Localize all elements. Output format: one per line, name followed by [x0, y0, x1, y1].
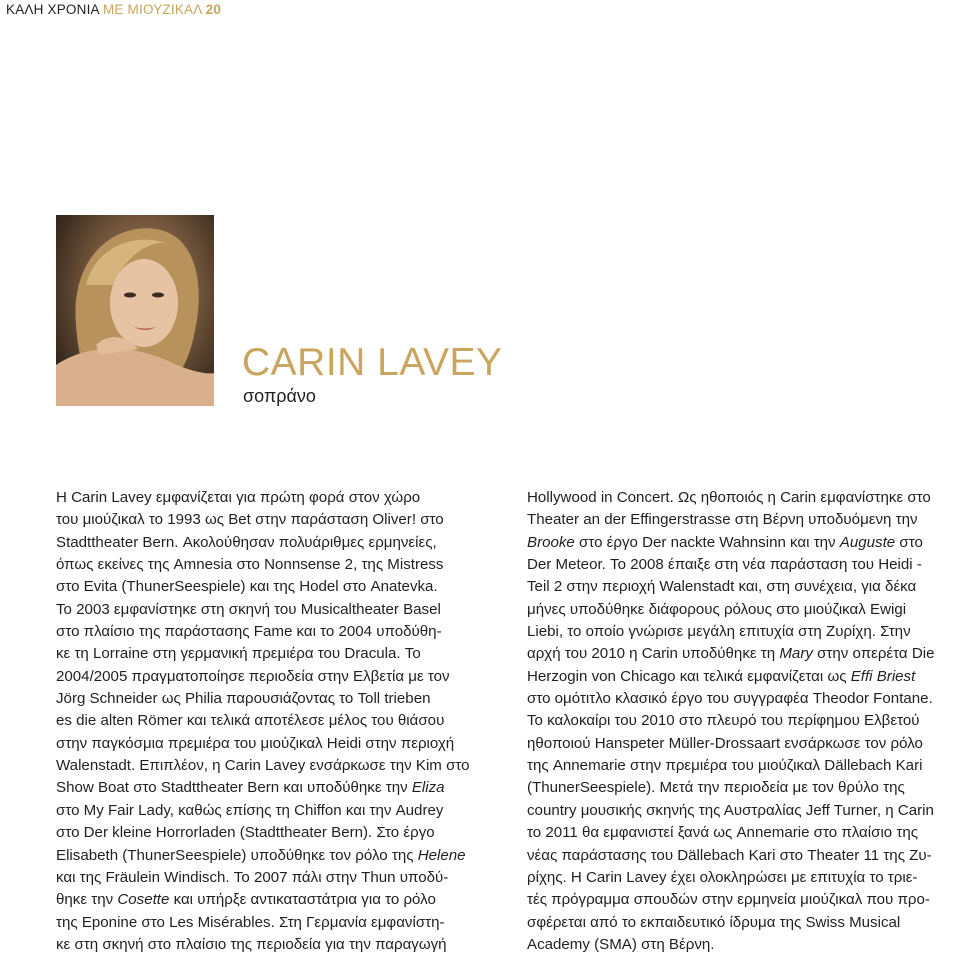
text-line	[56, 666, 486, 688]
artist-role: σοπράνο	[243, 386, 316, 406]
text-line	[527, 867, 957, 889]
text-line	[527, 845, 957, 867]
body-column-left	[56, 487, 486, 956]
text-line	[527, 532, 957, 554]
text-run: ηθοποιού Hanspeter Müller-Drossaart ενσάρκωσε τον ρόλο	[527, 734, 923, 752]
text-run: τές πρόγραμμα σπουδών στην ερμηνεία μιούζικαλ που προ-	[527, 891, 930, 909]
text-run: Jörg Schneider ως Philia παρουσιάζοντας το Toll trieben	[56, 690, 431, 708]
text-run: Το καλοκαίρι του 2010 στο πλευρό του περίφημου Ελβετού	[527, 712, 920, 730]
text-run: Walenstadt. Επιπλέον, η Carin Lavey ενσάρκωσε την Kim στο	[56, 757, 470, 775]
text-line	[56, 487, 486, 509]
text-line	[56, 867, 486, 889]
text-line	[56, 755, 486, 777]
body-column-right	[527, 487, 957, 956]
text-line	[56, 800, 486, 822]
text-run: Η Carin Lavey εμφανίζεται για πρώτη φορά στον χώρο	[56, 489, 421, 506]
text-line	[527, 733, 957, 755]
text-line	[56, 509, 486, 531]
italic-role-name: Effi Briest	[850, 667, 916, 685]
artist-name: CARIN LAVEY	[242, 341, 503, 384]
text-run: της Annemarie στην πρεμιέρα του μιούζικαλ Dällebach Kari	[527, 757, 923, 775]
text-line	[56, 599, 486, 621]
text-line	[527, 755, 957, 777]
text-line	[56, 554, 486, 576]
text-line	[527, 487, 957, 509]
text-run: Show Boat στο Stadttheater Bern και υποδύθηκε την	[56, 779, 412, 797]
text-run: αρχή του 2010 η Carin υποδύθηκε τη	[527, 645, 780, 663]
text-line	[527, 666, 957, 688]
text-line	[527, 934, 957, 956]
page-number: 20	[205, 2, 222, 17]
text-line	[56, 889, 486, 911]
text-run: στο ομότιτλο κλασικό έργο του συγγραφέα Theodor Fontane.	[527, 690, 933, 708]
text-run: στην παγκόσμια πρεμιέρα του μιούζικαλ Heidi στην περιοχή	[56, 734, 455, 752]
text-line	[56, 532, 486, 554]
text-line	[527, 554, 957, 576]
text-run: κε τη Lorraine στη γερμανική πρεμιέρα του Dracula. Το	[56, 645, 421, 663]
text-run: στο έργο Der nackte Wahnsinn και την	[574, 533, 840, 551]
text-run: και της Fräulein Windisch. Το 2007 πάλι στην Thun υποδύ-	[56, 868, 449, 886]
text-line	[527, 509, 957, 531]
text-line	[56, 710, 486, 732]
text-line	[527, 643, 957, 665]
text-run: (ThunerSeespiele). Μετά την περιοδεία με τον θρύλο της	[527, 779, 905, 797]
text-line	[56, 621, 486, 643]
text-line	[527, 822, 957, 844]
text-line	[56, 822, 486, 844]
text-run: της Eponine στο Les Misérables. Στη Γερμανία εμφανίστη-	[56, 913, 445, 931]
text-line	[56, 576, 486, 598]
text-run: όπως εκείνες της Amnesia στο Nonnsense 2, της Mistress	[56, 556, 444, 574]
text-run: es die alten Römer και τελικά αποτέλεσε μέλος του θιάσου	[56, 712, 445, 730]
text-line	[527, 576, 957, 598]
text-run: νέας παράστασης του Dällebach Kari στο Theater 11 της Ζυ-	[527, 846, 932, 864]
text-run: Academy (SMA) στη Βέρνη.	[527, 935, 715, 953]
text-line	[56, 688, 486, 710]
text-run: Hollywood in Concert. Ως ηθοποιός η Carin εμφανίστηκε στο	[527, 489, 931, 506]
text-run: μήνες υποδύθηκε διάφορους ρόλους στο μιούζικαλ Ewigi	[527, 600, 907, 618]
text-line	[527, 912, 957, 934]
text-run: Liebi, το οποίο γνώρισε μεγάλη επιτυχία στη Ζυρίχη. Στην	[527, 623, 911, 641]
text-line	[56, 934, 486, 956]
text-run: θηκε την	[56, 891, 118, 909]
italic-role-name: Mary	[779, 645, 813, 663]
text-line	[527, 800, 957, 822]
text-line	[56, 845, 486, 867]
italic-role-name: Brooke	[527, 533, 575, 551]
italic-role-name: Eliza	[411, 779, 445, 797]
text-run: και υπήρξε αντικαταστάτρια για το ρόλο	[169, 891, 436, 909]
text-run: country μουσικής σκηνής της Αυστραλίας Jeff Turner, η Carin	[527, 801, 934, 819]
text-line	[527, 777, 957, 799]
running-header	[6, 2, 221, 17]
text-line	[527, 889, 957, 911]
text-run: Herzogin von Chicago και τελικά εμφανίζεται ως	[527, 667, 851, 685]
text-run: ρίχης. Η Carin Lavey έχει ολοκληρώσει με επιτυχία το τριε-	[527, 868, 918, 886]
text-run: στο	[895, 533, 923, 551]
text-run: Stadttheater Bern. Ακολούθησαν πολυάριθμες ερμηνείες,	[56, 533, 437, 551]
italic-role-name: Auguste	[839, 533, 896, 551]
text-line	[56, 643, 486, 665]
text-run: στην οπερέτα Die	[812, 645, 935, 663]
text-line	[56, 733, 486, 755]
text-run: στο πλαίσιο της παράστασης Fame και το 2004 υποδύθη-	[56, 623, 442, 641]
header-title: ΚΑΛΗ ΧΡΟΝΙΑ	[6, 2, 99, 17]
text-run: το 2011 θα εμφανιστεί ξανά ως Annemarie στο πλαίσιο της	[527, 824, 919, 842]
text-run: στο Evita (ThunerSeespiele) και της Hodel στο Anatevka.	[56, 578, 438, 596]
text-run: του μιούζικαλ το 1993 ως Bet στην παράσταση Oliver! στο	[56, 511, 444, 529]
text-run: Teil 2 στην περιοχή Walenstadt και, στη συνέχεια, για δέκα	[527, 578, 917, 596]
header-subtitle: ΜΕ ΜΙΟΥΖΙΚΑΛ	[102, 2, 202, 17]
text-run: Der Meteor. Το 2008 έπαιξε στη νέα παράσταση του Heidi -	[527, 556, 922, 574]
text-line	[527, 621, 957, 643]
text-line	[56, 912, 486, 934]
italic-role-name: Helene	[417, 846, 466, 864]
text-line	[527, 599, 957, 621]
text-run: σφέρεται από το εκπαιδευτικό ίδρυμα της Swiss Musical	[527, 913, 901, 931]
text-run: κε στη σκηνή στο πλαίσιο της περιοδεία για την παραγωγή	[56, 935, 447, 953]
text-run: στο My Fair Lady, καθώς επίσης τη Chiffon και την Audrey	[56, 801, 444, 819]
italic-role-name: Cosette	[117, 891, 170, 909]
text-line	[56, 777, 486, 799]
text-run: 2004/2005 πραγματοποίησε περιοδεία στην Ελβετία με τον	[56, 667, 450, 685]
text-run: Elisabeth (ThunerSeespiele) υποδύθηκε τον ρόλο της	[56, 846, 418, 864]
text-run: στο Der kleine Horrorladen (Stadttheater Bern). Στο έργο	[56, 824, 435, 842]
text-run: Theater an der Effingerstrasse στη Βέρνη υποδυόμενη την	[527, 511, 918, 529]
portrait-photo	[56, 215, 214, 406]
text-line	[527, 688, 957, 710]
text-line	[527, 710, 957, 732]
text-run: Το 2003 εμφανίστηκε στη σκηνή του Musicaltheater Basel	[56, 600, 441, 618]
